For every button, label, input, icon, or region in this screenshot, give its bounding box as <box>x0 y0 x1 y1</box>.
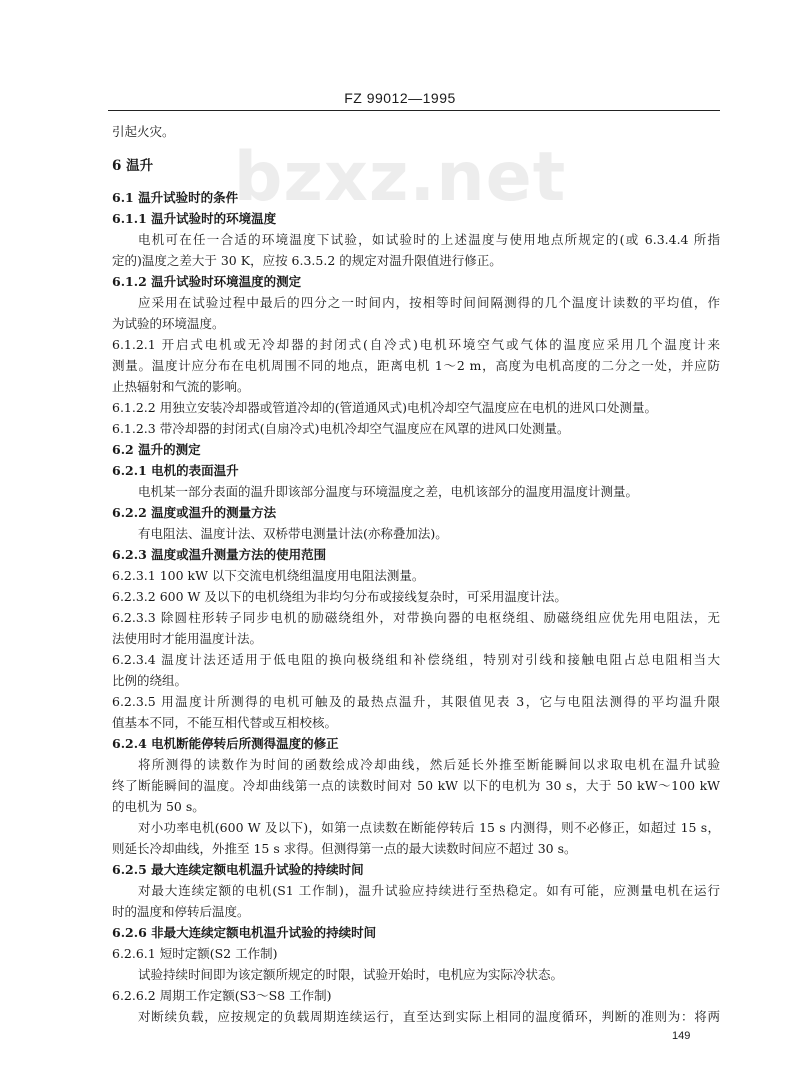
text-line: 将所测得的读数作为时间的函数绘成冷却曲线，然后延长外推至断能瞬间以求取电机在温升试验 <box>138 757 720 772</box>
text-line: 6.2.3.1 100 kW 以下交流电机绕组温度用电阻法测量。 <box>112 568 425 583</box>
page-number: 149 <box>672 1030 691 1042</box>
text-line: 6.1.2 温升试验时环境温度的测定 <box>112 274 302 289</box>
text-line: 6 温升 <box>112 158 154 174</box>
text-line: 为试验的环境温度。 <box>112 316 225 331</box>
text-line: 6.2.6 非最大连续定额电机温升试验的持续时间 <box>112 925 377 940</box>
text-line: 6.2.6.2 周期工作定额(S3～S8 工作制) <box>112 988 332 1003</box>
text-line: 时的温度和停转后温度。 <box>112 904 250 919</box>
text-line: 测量。温度计应分布在电机周围不同的地点，距离电机 1～2 m，高度为电机高度的二分之一处，并应防 <box>112 358 720 373</box>
text-line: 6.2.3.4 温度计法还适用于低电阻的换向极绕组和补偿绕组，特别对引线和接触电阻占总电阻相当大 <box>112 652 720 667</box>
text-line: 有电阻法、温度计法、双桥带电测量计法(亦称叠加法)。 <box>138 526 448 541</box>
header-rule <box>108 110 720 111</box>
text-line: 6.2.3 温度或温升测量方法的使用范围 <box>112 547 327 562</box>
text-line: 试验持续时间即为该定额所规定的时限，试验开始时，电机应为实际冷状态。 <box>138 967 564 982</box>
text-line: 6.2.1 电机的表面温升 <box>112 463 239 478</box>
text-line: 对最大连续定额的电机(S1 工作制)，温升试验应持续进行至热稳定。如有可能，应测量电机在运行 <box>138 883 720 898</box>
text-line: 终了断能瞬间的温度。冷却曲线第一点的读数时间对 50 kW 以下的电机为 30 s，大于 50 kW～100 kW <box>112 778 720 793</box>
text-line: 6.2.3.2 600 W 及以下的电机绕组为非均匀分布或接线复杂时，可采用温度计法。 <box>112 589 567 604</box>
text-line: 电机可在任一合适的环境温度下试验，如试验时的上述温度与使用地点所规定的(或 6.3.4.4 所指 <box>138 232 720 247</box>
text-line: 6.2.4 电机断能停转后所测得温度的修正 <box>112 736 339 751</box>
text-line: 6.2.6.1 短时定额(S2 工作制) <box>112 946 278 961</box>
text-line: 引起火灾。 <box>112 124 175 139</box>
body-text <box>112 121 720 1027</box>
text-line: 比例的绕组。 <box>112 673 188 688</box>
watermark: bzxz.net <box>233 138 567 217</box>
text-line: 6.2.2 温度或温升的测量方法 <box>112 505 277 520</box>
text-line: 6.1.2.2 用独立安装冷却器或管道冷却的(管道通风式)电机冷却空气温度应在电机的进风口处测量。 <box>112 400 657 415</box>
text-line: 6.1.1 温升试验时的环境温度 <box>112 211 277 226</box>
text-line: 对小功率电机(600 W 及以下)，如第一点读数在断能停转后 15 s 内测得，则不必修正，如超过 15 s， <box>138 820 720 835</box>
text-line: 6.1.2.3 带冷却器的封闭式(自扇冷式)电机冷却空气温度应在风罩的进风口处测量。 <box>112 421 570 436</box>
text-line: 6.2.3.5 用温度计所测得的电机可触及的最热点温升，其限值见表 3，它与电阻法测得的平均温升限 <box>112 694 720 709</box>
text-line: 电机某一部分表面的温升即该部分温度与环境温度之差，电机该部分的温度用温度计测量。 <box>138 484 639 499</box>
text-line: 则延长冷却曲线，外推至 15 s 求得。但测得第一点的最大读数时间应不超过 30 s。 <box>112 841 577 856</box>
text-line: 6.2.5 最大连续定额电机温升试验的持续时间 <box>112 862 364 877</box>
text-line: 6.2.3.3 除圆柱形转子同步电机的励磁绕组外，对带换向器的电枢绕组、励磁绕组应优先用电阻法，无 <box>112 610 720 625</box>
text-line: 法使用时才能用温度计法。 <box>112 631 263 646</box>
text-line: 定的)温度之差大于 30 K，应按 6.3.5.2 的规定对温升限值进行修正。 <box>112 253 502 268</box>
text-line: 6.1 温升试验时的条件 <box>112 190 239 205</box>
text-line: 6.2 温升的测定 <box>112 442 201 457</box>
text-line: 值基本不同，不能互相代替或互相校核。 <box>112 715 338 730</box>
text-line: 止热辐射和气流的影响。 <box>112 379 250 394</box>
text-line: 的电机为 50 s。 <box>112 799 205 814</box>
text-line: 对断续负载，应按规定的负载周期连续运行，直至达到实际上相同的温度循环，判断的准则为：将两 <box>138 1009 720 1024</box>
text-line: 6.1.2.1 开启式电机或无冷却器的封闭式(自冷式)电机环境空气或气体的温度应采用几个温度计来 <box>112 337 720 352</box>
standard-code-header: FZ 99012—1995 <box>344 90 456 106</box>
text-line: 应采用在试验过程中最后的四分之一时间内，按相等时间间隔测得的几个温度计读数的平均值，作 <box>138 295 720 310</box>
